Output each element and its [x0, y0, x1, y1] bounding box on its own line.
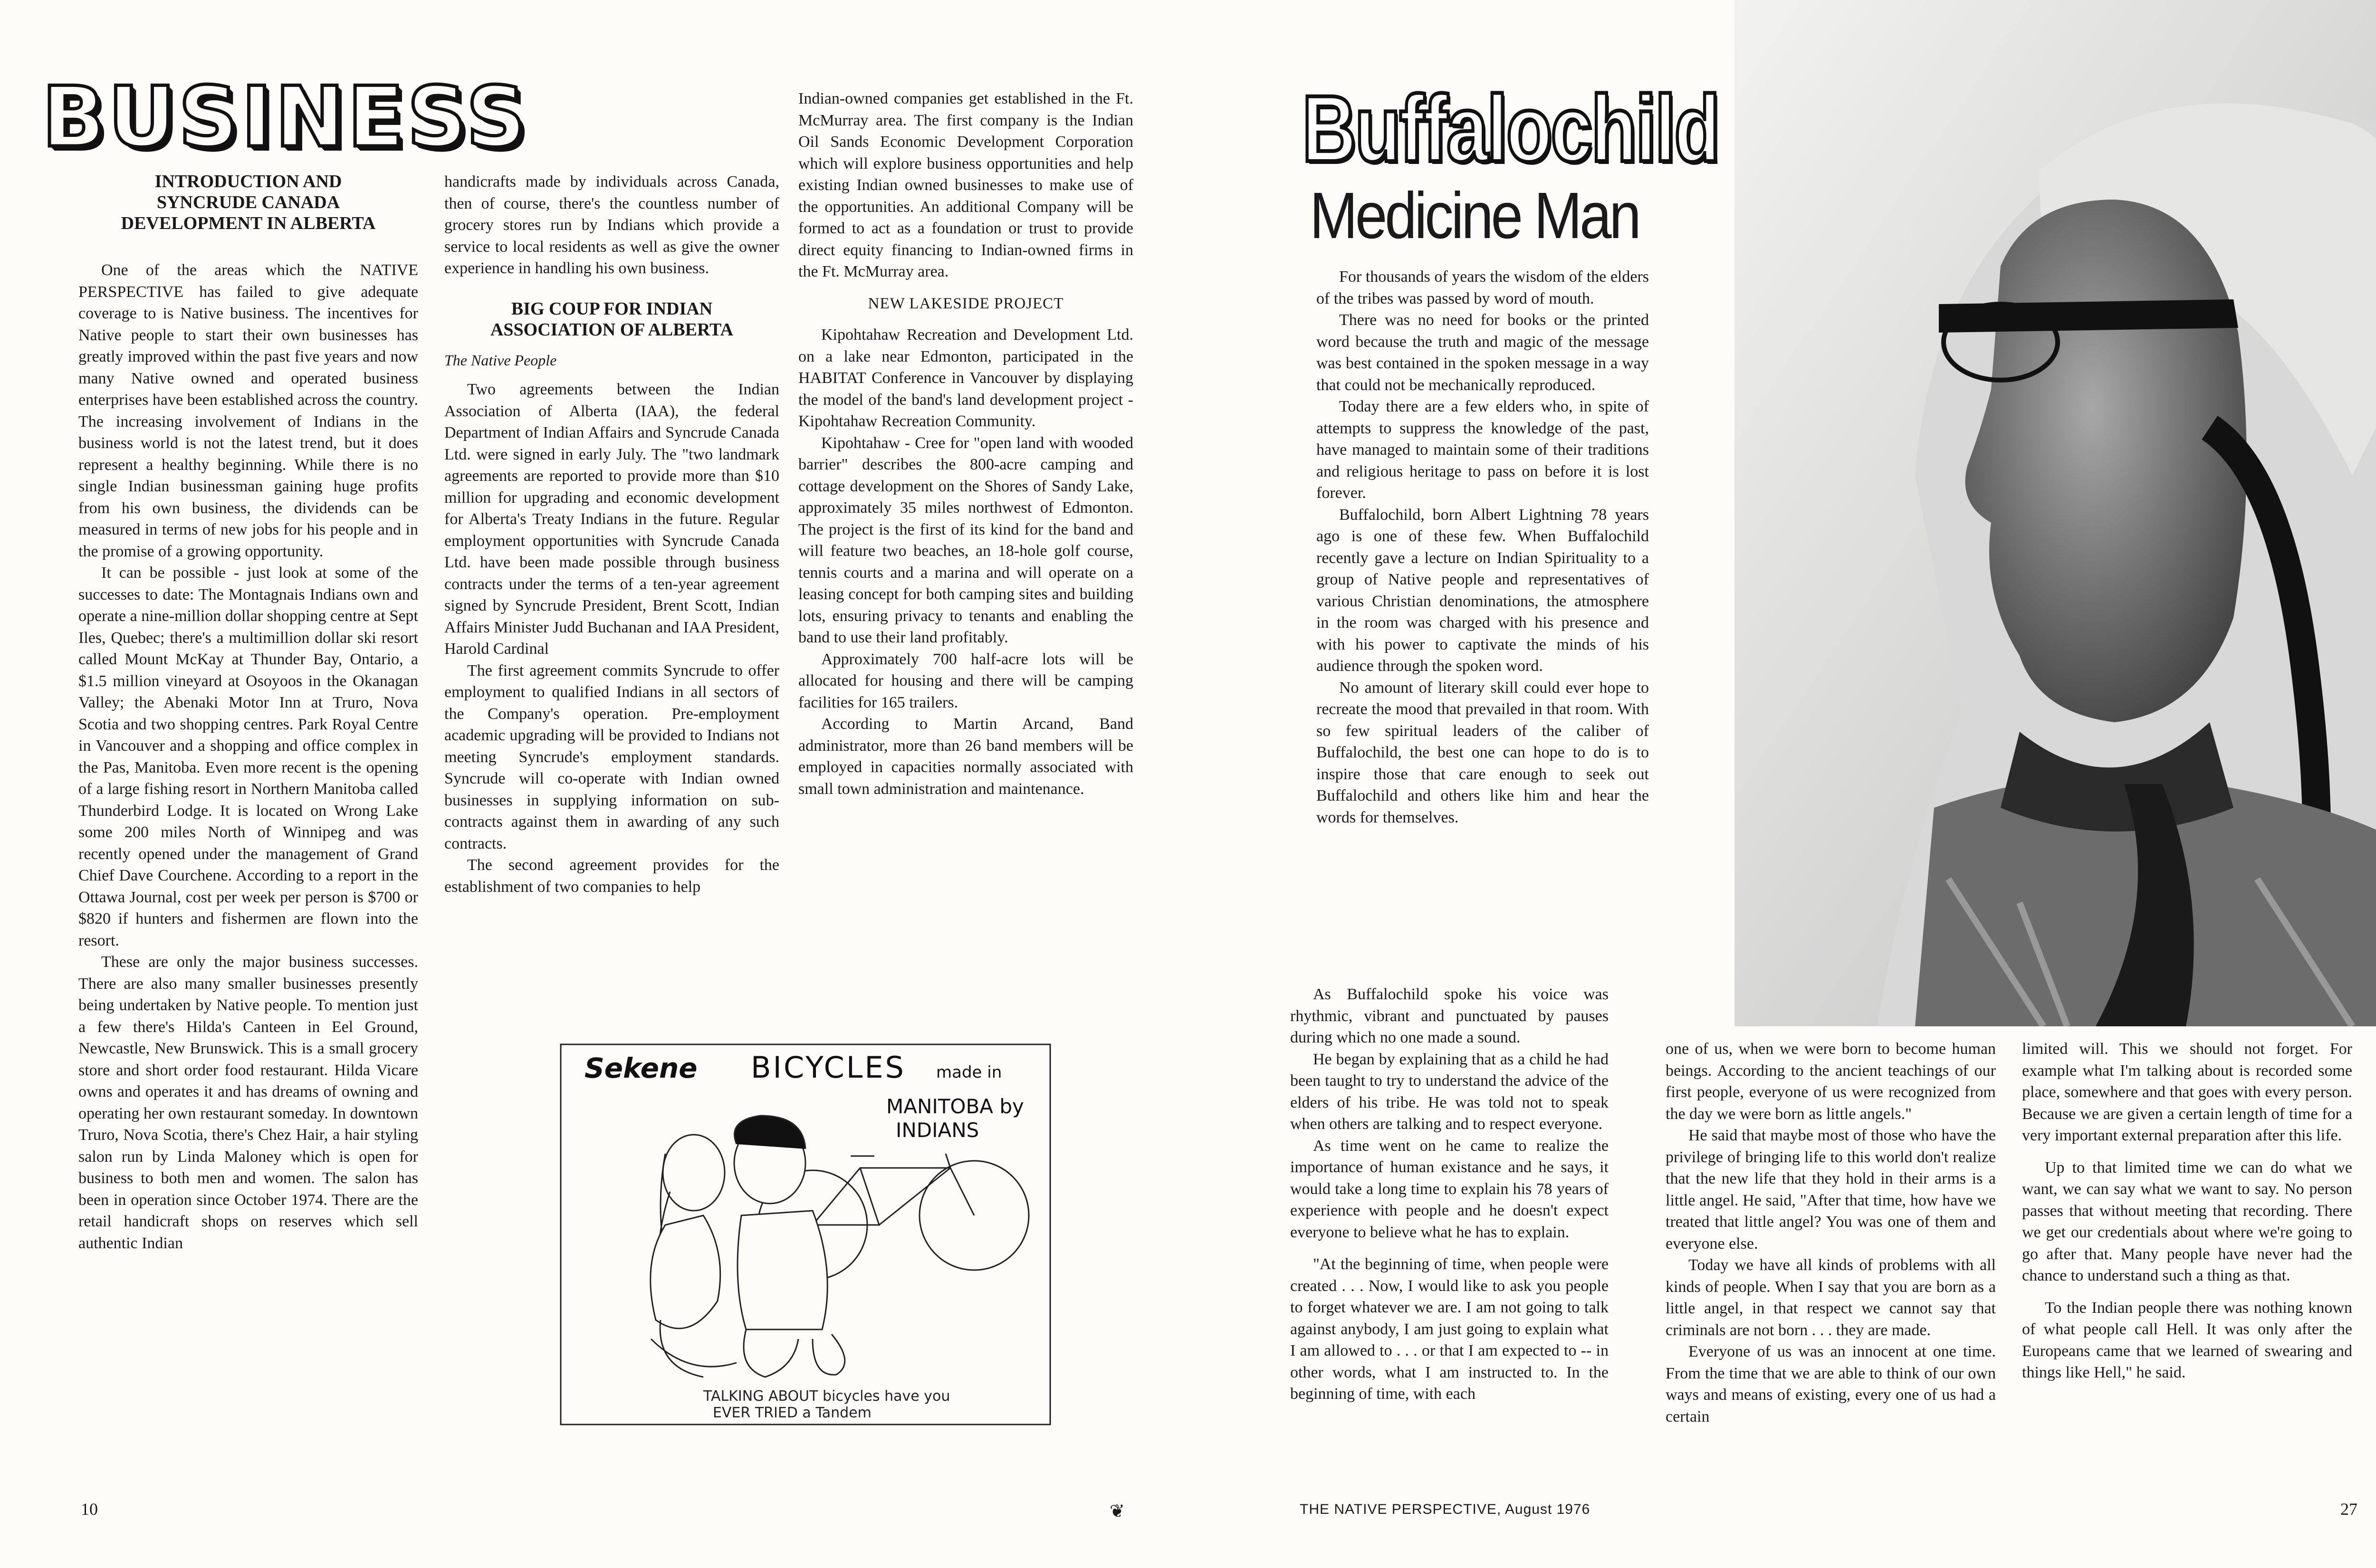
body-paragraph: limited will. This we should not forget. For example what I'm talking about is recorded some place, somewhere and that goes with every person. Because we are given a certain length of time for a very important external preparation after this life. [2022, 1040, 2352, 1144]
article2-paragraph: Two agreements between the Indian Association of Alberta (IAA), the federal Department of Indian Affairs and Syncrude Canada Ltd. were signed in early July. The "two landmark agreements are reported to provide more than $10 million for upgrading and economic development for Alberta's Treaty Indians in the future. Regular employment opportunities with Syncrude Canada Ltd. have been made possible through business contracts under the terms of a ten-year agreement signed by Syncrude President, Brent Scott, Indian Affairs Minister Judd Buchanan and IAA President, Harold Cardinal [444, 381, 779, 658]
cartoon-drawing [546, 1035, 1064, 1444]
cartoon-caption-line2: EVER TRIED a Tandem [713, 1405, 872, 1421]
article1-column [78, 171, 418, 1254]
right-page-number: 27 [2340, 1500, 2357, 1519]
article1-paragraph: One of the areas which the NATIVE PERSPECTIVE has failed to give adequate coverage to is Native business. The incentives for Native people to start their own businesses has greatly improved within the past five years and now many Native owned and operated business enterprises have been established across the country. The increasing involvement of Indians in the business world is not the latest trend, but it does represent a healthy beginning. While there is no single Indian businessman gaining huge profits from his own business, the dividends can be measured in terms of new jobs for his people and in the promise of a growing opportunity. [78, 261, 418, 560]
body-paragraph: "At the beginning of time, when people were created . . . Now, I would like to ask you people to forget whatever we are. I am not going to talk against anybody, I am just going to explain what I am allowed to . . . or that I am expected to -- in other words, what I am instructed to. In the beginning of time, with each [1290, 1255, 1609, 1403]
sign-small: made in [936, 1063, 1002, 1082]
sign-word: BICYCLES [751, 1050, 906, 1085]
section-title: BUSINESS [42, 69, 529, 166]
article2-headline: BIG COUP FOR INDIAN ASSOCIATION OF ALBERTA [490, 298, 734, 340]
article2-byline: The Native People [444, 351, 557, 369]
body-column-3 [2022, 1038, 2352, 1384]
body-paragraph: As time went on he came to realize the importance of human existance and he says, it would take a long time to explain his 78 years of experience with people and he doesn't expect everyone to believe what he has to explain. [1290, 1137, 1609, 1241]
article-title: Buffalochild [1302, 76, 1719, 181]
intro-paragraph: For thousands of years the wisdom of the elders of the tribes was passed by word of mouth. [1316, 268, 1649, 307]
intro-paragraph: There was no need for books or the printed word because the truth and magic of the message was best contained in the spoken message in a way that could not be mechanically reproduced. [1316, 311, 1649, 394]
body-paragraph: Today we have all kinds of problems with all kinds of people. When I say that you are born as a little angel, in that respect we cannot say that criminals are not born . . . they are made. [1666, 1256, 1996, 1339]
cartoon-illustration [546, 1035, 1064, 1444]
two-figures-drawing [651, 1116, 845, 1377]
intro-paragraph: Today there are a few elders who, in spite of attempts to suppress the knowledge of the past, have managed to maintain some of their traditions and religious heritage to pass on before it is lost forever. [1316, 398, 1649, 502]
body-paragraph: He said that maybe most of those who have the privilege of bringing life to this world don't realize that the new life that they hold in their arms is a little angel. He said, "After that time, how have we treated that little angel? You was one of them and everyone else. [1666, 1127, 1996, 1252]
article1-headline: INTRODUCTION AND SYNCRUDE CANADA DEVELOPMENT IN ALBERTA [121, 172, 376, 233]
portrait-drawing [1734, 0, 2376, 1026]
article3-paragraph: Kipohtahaw - Cree for "open land with wooded barrier" describes the 800-acre camping and cottage development on the Shores of Sandy Lake, approximately 35 miles northwest of Edmonton. The project is the first of its kind for the band and will feature two beaches, an 18-hole golf course, tennis courts and a marina and will operate on a leasing concept for both camping sites and building lots, ensuring privacy to tenants and enabling the band to use their land profitably. [798, 434, 1133, 646]
article-subtitle: Medicine Man [1310, 179, 1639, 252]
article2-paragraph: The first agreement commits Syncrude to offer employment to qualified Indians in all sectors of the Company's operation. Pre-employment academic upgrading will be provided to Indians not meeting Syncrude's employment standards. Syncrude will co-operate with Indian owned businesses in supplying information on sub-contracts against them in awarding of any such contracts. [444, 661, 779, 852]
article1-paragraph: It can be possible - just look at some of the successes to date: The Montagnais Indians own and operate a nine-million dollar shopping centre at Sept Iles, Quebec; there's a multimillion dollar ski resort called Mount McKay at Thunder Bay, Ontario, a $1.5 million vineyard at Osoyoos in the Okanagan Valley; the Abenaki Motor Inn at Truro, Nova Scotia and two shopping centres. Park Royal Centre in Vancouver and a shopping and office complex in the Pas, Manitoba. Even more recent is the opening of a large fishing resort in Northern Manitoba called Thunderbird Lodge. It is located on Wrong Lake some 200 miles North of Winnipeg and was recently opened under the management of Grand Chief Dave Courchene. According to a report in the Ottawa Journal, cost per week per person is $700 or $820 if hunters and fishermen are flown into the resort. [78, 564, 418, 949]
article2-paragraph: The second agreement provides for the establishment of two companies to help [444, 856, 779, 896]
article2-column [444, 171, 779, 898]
article3-paragraph: Approximately 700 half-acre lots will be allocated for housing and there will be camping facilities for 165 trailers. [798, 650, 1133, 711]
body-paragraph: He began by explaining that as a child he had been taught to try to understand the advice of the elders of his tribe. He was told not to speak when others are talking and to respect everyone. [1290, 1050, 1609, 1133]
intro-column [1316, 266, 1649, 828]
cartoon-caption-line1: TALKING ABOUT bicycles have you [703, 1388, 950, 1405]
article3-headline: NEW LAKESIDE PROJECT [868, 295, 1064, 312]
intro-paragraph: No amount of literary skill could ever hope to recreate the mood that prevailed in that room. With so few spiritual leaders of the caliber of Buffalochild, the best one can hope to do is to inspire those that care enough to seek out Buffalochild and others like him and hear the words for themselves. [1316, 679, 1649, 826]
sign-line2: MANITOBA by [886, 1095, 1024, 1118]
article3-paragraph: According to Martin Arcand, Band administrator, more than 26 band members will be employed in capacities normally associated with small town administration and maintenance. [798, 715, 1133, 798]
body-column-2 [1666, 1038, 1996, 1427]
body-paragraph: one of us, when we were born to become human beings. According to the ancient teachings of our first people, everyone of us were recognized from the day we were born as little angels." [1666, 1040, 1996, 1123]
article1-paragraph-end: handicrafts made by individuals across Canada, then of course, there's the countless number of grocery stores run by Indians which provide a service to local residents as well as give the owner experience in handling his own business. [444, 173, 779, 277]
publication-footer: THE NATIVE PERSPECTIVE, August 1976 [1300, 1501, 1590, 1517]
body-paragraph: Up to that limited time we can do what we want, we can say what we want to say. No person passes that without meeting that recording. There we get our credentials about where we're going to go after that. Many people have never had the chance to understand such a thing as that. [2022, 1158, 2352, 1284]
article2-paragraph-end: Indian-owned companies get established in the Ft. McMurray area. The first company is the Indian Oil Sands Economic Development Corporation which will explore business opportunities and help existing Indian owned businesses to make use of the opportunities. An additional Company will be formed to act as a foundation or trust to provide direct equity financing to Indian-owned firms in the Ft. McMurray area. [798, 90, 1133, 280]
left-page-number: 10 [81, 1500, 98, 1519]
body-paragraph: As Buffalochild spoke his voice was rhythmic, vibrant and punctuated by pauses during which no one made a sound. [1290, 985, 1609, 1046]
sign-brand: Sekene [584, 1052, 698, 1084]
body-paragraph: Everyone of us was an innocent at one time. From the time that we are able to think of our own ways and means of existing, every one of us had a certain [1666, 1343, 1996, 1425]
article3-paragraph: Kipohtahaw Recreation and Development Ltd. on a lake near Edmonton, participated in the HABITAT Conference in Vancouver by displaying the model of the band's land development project - Kipohtahaw Recreation Community. [798, 326, 1133, 430]
bird-ornament-icon: ❦ [1110, 1501, 1125, 1521]
body-paragraph: To the Indian people there was nothing known of what people call Hell. It was only after the Europeans came that we learned of swearing and things like Hell," he said. [2022, 1299, 2352, 1381]
buffalochild-portrait-photo [1734, 0, 2376, 1026]
sign-line3: INDIANS [896, 1119, 979, 1142]
article3-column [798, 88, 1133, 800]
intro-paragraph: Buffalochild, born Albert Lightning 78 years ago is one of these few. When Buffalochild recently gave a lecture on Indian Spirituality to a group of Native people and representatives of various Christian denominations, the atmosphere in the room was charged with his presence and with his power to captivate the minds of his audience through the spoken word. [1316, 506, 1649, 675]
article1-paragraph: These are only the major business successes. There are also many smaller businesses presently being undertaken by Native people. To mention just a few there's Hilda's Canteen in Eel Ground, Newcastle, New Brunswick. This is a small grocery store and short order food restaurant. Hilda Vicare owns and operates it and has dreams of owning and operating her own restaurant someday. In downtown Truro, Nova Scotia, there's Chez Hair, a hair styling salon run by Linda Maloney which is open for business to both men and women. The salon has been in operation since October 1974. There are the retail handicraft shops on reserves which sell authentic Indian [78, 953, 418, 1252]
body-column-1 [1290, 984, 1609, 1405]
